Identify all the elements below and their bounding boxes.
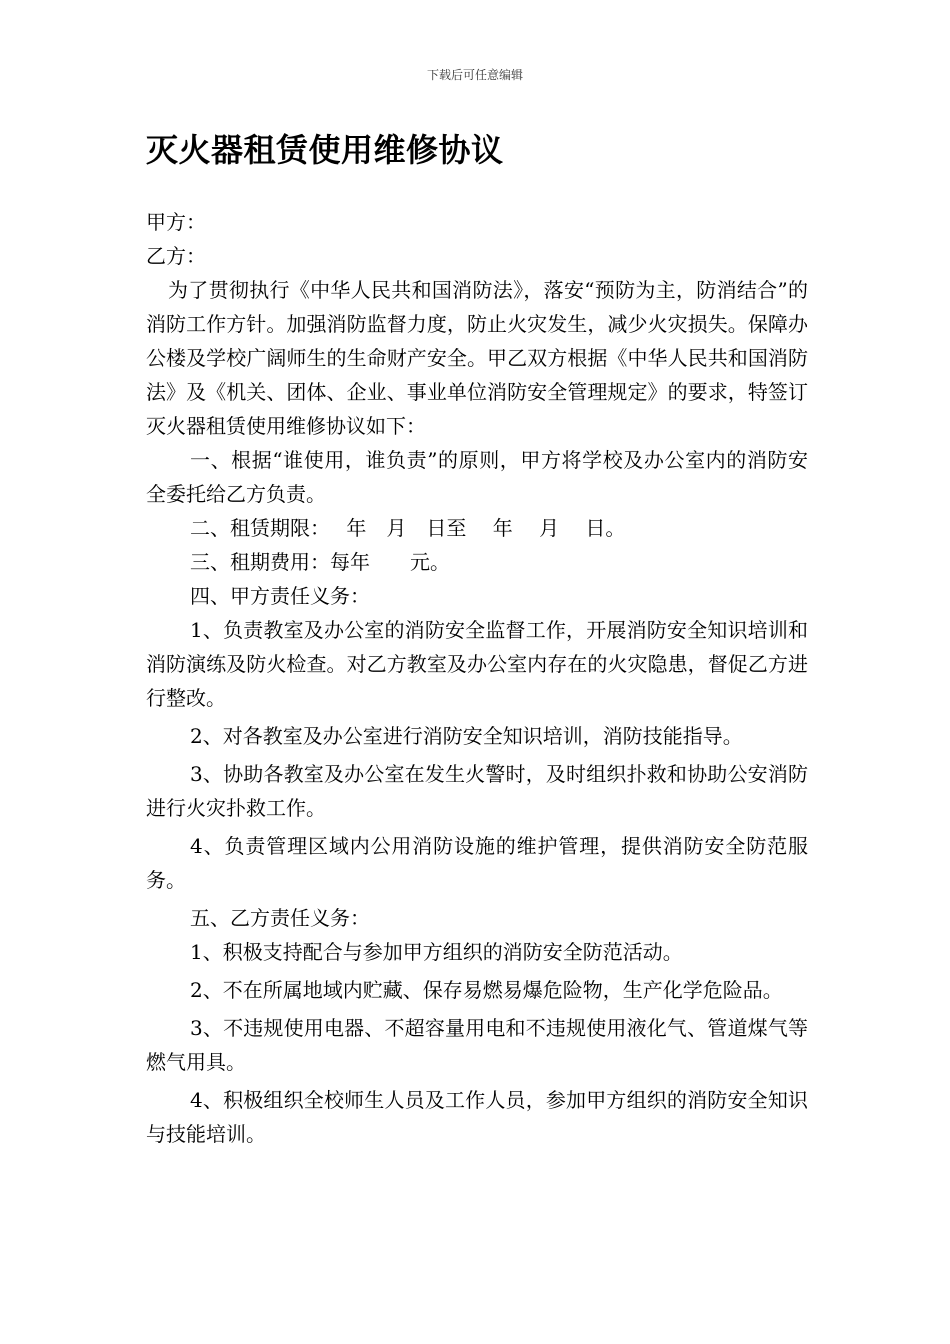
page-header-note: 下载后可任意编辑 <box>426 68 523 82</box>
clause-1: 一、根据“谁使用，谁负责”的原则，甲方将学校及办公室内的消防安全委托给乙方负责。 <box>146 448 808 506</box>
document-title: 灭火器租赁使用维修协议 <box>146 131 504 169</box>
document-body <box>146 205 808 1151</box>
clause-3: 三、租期费用：每年 元。 <box>190 550 450 574</box>
clause-4-heading: 四、甲方责任义务： <box>190 584 370 608</box>
clause-2: 二、租赁期限： 年 月 日至 年 月 日。 <box>190 516 626 540</box>
clause-5-item-1: 1、积极支持配合与参加甲方组织的消防安全防范活动。 <box>190 940 683 964</box>
clause-4-item-4: 4、负责管理区域内公用消防设施的维护管理，提供消防安全防范服务。 <box>146 834 808 892</box>
clause-4-item-3: 3、协助各教室及办公室在发生火警时，及时组织扑救和协助公安消防进行火灾扑救工作。 <box>146 762 808 820</box>
party-b-label: 乙方： <box>146 244 206 268</box>
clause-5-heading: 五、乙方责任义务： <box>190 906 370 930</box>
clause-5-item-2: 2、不在所属地域内贮藏、保存易燃易爆危险物，生产化学危险品。 <box>190 978 783 1002</box>
clause-5-item-4: 4、积极组织全校师生人员及工作人员，参加甲方组织的消防安全知识与技能培训。 <box>146 1088 808 1146</box>
clause-4-item-2: 2、对各教室及办公室进行消防安全知识培训，消防技能指导。 <box>190 724 743 748</box>
clause-4-item-1: 1、负责教室及办公室的消防安全监督工作，开展消防安全知识培训和消防演练及防火检查。对乙方教室及办公室内存在的火灾隐患，督促乙方进行整改。 <box>146 618 808 710</box>
intro-paragraph: 为了贯彻执行《中华人民共和国消防法》，落安“预防为主，防消结合”的消防工作方针。加强消防监督力度，防止火灾发生，减少火灾损失。保障办公楼及学校广阔师生的生命财产安全。甲乙双方根据《中华人民共和国消防法》及《机关、团体、企业、事业单位消防安全管理规定》的要求，特签订灭火器租赁使用维修协议如下： <box>146 278 808 438</box>
party-a-label: 甲方： <box>146 210 206 234</box>
clause-5-item-3: 3、不违规使用电器、不超容量用电和不违规使用液化气、管道煤气等燃气用具。 <box>146 1016 808 1074</box>
